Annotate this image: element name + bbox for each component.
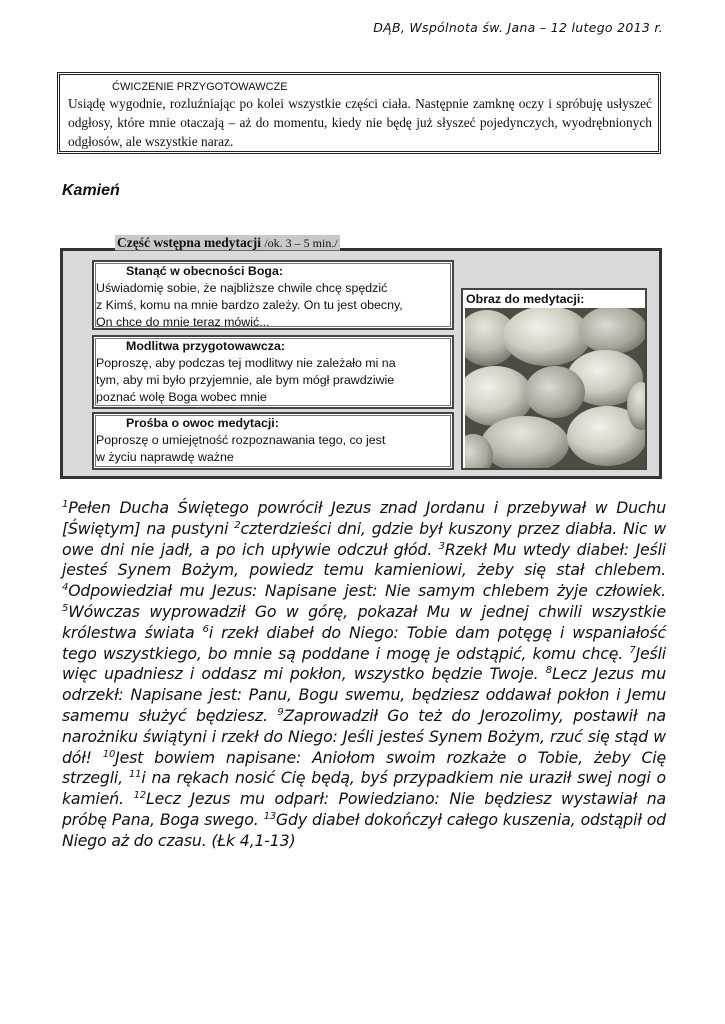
verse-number: 10 (102, 748, 116, 760)
image-label: Obraz do medytacji: (466, 292, 585, 306)
verse-text: czterdzieści dni, gdzie był kuszony przez diabła. Nic w owe dni nie jadł, a po ich upływie odczuł głód. (62, 518, 667, 559)
prayer-heading: Modlitwa przygotowawcza: (126, 339, 286, 353)
verse-number: 3 (438, 540, 445, 552)
verse-number: 13 (263, 810, 277, 822)
meditation-image-box (461, 288, 647, 470)
verse-number: 12 (133, 790, 146, 802)
verse-number: 6 (202, 623, 209, 635)
section-note: /ok. 3 – 5 min./ (264, 236, 338, 250)
prayer-line: tym, aby mi było przyjemnie, ale bym mógł prawdziwie (96, 373, 395, 387)
prayer-box (92, 335, 454, 409)
prayer-line: Poproszę, aby podczas tej modlitwy nie zależało mi na (96, 356, 396, 370)
verse-text: Zaprowadził Go też do Jerozolimy, postawił na narożniku świątyni i rzekł do Niego: Jeśli jesteś Synem Bożym, rzuć się stąd w dół! (62, 705, 666, 767)
verse-number: 5 (62, 602, 69, 614)
stone (503, 308, 591, 366)
verse-number: 11 (128, 769, 142, 781)
scripture-passage (62, 498, 666, 852)
verse-text: Jeśli więc upadniesz i oddasz mi pokłon, wszystko będzie Twoje. (62, 643, 666, 684)
verse-number: 7 (629, 644, 636, 656)
verse-number: 9 (277, 706, 284, 718)
verse-text: Lecz Jezus mu odrzekł: Napisane jest: Panu, Bogu swemu, będziesz oddawał pokłon i Jemu samemu służyć będziesz. (62, 664, 666, 725)
exercise-box (57, 72, 661, 154)
verse-number: 4 (62, 582, 69, 594)
verse-text: i rzekł diabeł do Niego: Tobie dam potęgę i wspaniałość tego wszystkiego, bo mnie są poddane i mogę je odstąpić, komu chcę. (62, 622, 666, 663)
verse-text: Rzekł Mu wtedy diabeł: Jeśli jesteś Synem Bożym, powiedz temu kamieniowi, żeby się stał chlebem. (62, 539, 666, 580)
verse-number: 8 (545, 665, 552, 677)
request-line: Poproszę o umiejętność rozpoznawania tego, co jest (96, 433, 386, 447)
verse-text: Pełen Ducha Świętego powrócił Jezus znad Jordanu i przebywał w Duchu [Świętym] na pustyni (62, 498, 666, 538)
exercise-text: Usiądę wygodnie, rozluźniając po kolei wszystkie części ciała. Następnie zamknę oczy i spróbuję usłyszeć odgłosy, które mnie otaczają – aż do momentu, kiedy nie będę już słyszeć pojedynczych, wyodrębnionych odgłosów, ale wszystkie naraz. (68, 96, 652, 149)
verse-number: 1 (62, 499, 69, 510)
presence-line: On chce do mnie teraz mówić... (96, 315, 270, 329)
verse-text: Wówczas wyprowadził Go w górę, pokazał Mu w jednej chwili wszystkie królestwa świata (62, 601, 666, 642)
verse-text: Odpowiedział mu Jezus: Napisane jest: Nie samym chlebem żyje człowiek. (68, 581, 666, 601)
presence-line: Uświadomię sobie, że najbliższe chwile chcę spędzić (96, 281, 388, 295)
prayer-line: poznać wolę Boga wobec mnie (96, 390, 267, 404)
stone (525, 366, 585, 418)
section-label-text: Część wstępna medytacji (117, 235, 261, 250)
presence-line: z Kimś, komu na mnie bardzo zależy. On tu jest obecny, (96, 298, 403, 312)
request-heading: Prośba o owoc medytacji: (126, 416, 279, 430)
scripture-reference: (Łk 4,1-13) (211, 830, 296, 850)
presence-box (92, 260, 454, 330)
verse-text: Lecz Jezus mu odparł: Powiedziano: Nie będziesz wystawiał na próbę Pana, Boga swego. (62, 789, 666, 829)
section-label (115, 235, 340, 251)
page-header: DĄB, Wspólnota św. Jana – 12 lutego 2013 r. (373, 20, 663, 35)
verse-text: Gdy diabeł dokończył całego kuszenia, odstąpił od Niego aż do czasu. (62, 809, 666, 850)
verse-text: Jest bowiem napisane: Aniołom swoim rozkaże o Tobie, żeby Cię strzegli, (62, 747, 666, 788)
stones-image (465, 308, 645, 468)
page-title: Kamień (62, 182, 120, 199)
request-line: w życiu naprawdę ważne (96, 450, 234, 464)
verse-text: i na rękach nosić Cię będą, byś przypadkiem nie uraził swej nogi o kamień. (62, 768, 666, 809)
presence-heading: Stanąć w obecności Boga: (126, 264, 283, 278)
request-box (92, 412, 454, 470)
verse-number: 2 (234, 519, 241, 531)
exercise-heading: ĆWICZENIE PRZYGOTOWAWCZE (112, 81, 288, 93)
